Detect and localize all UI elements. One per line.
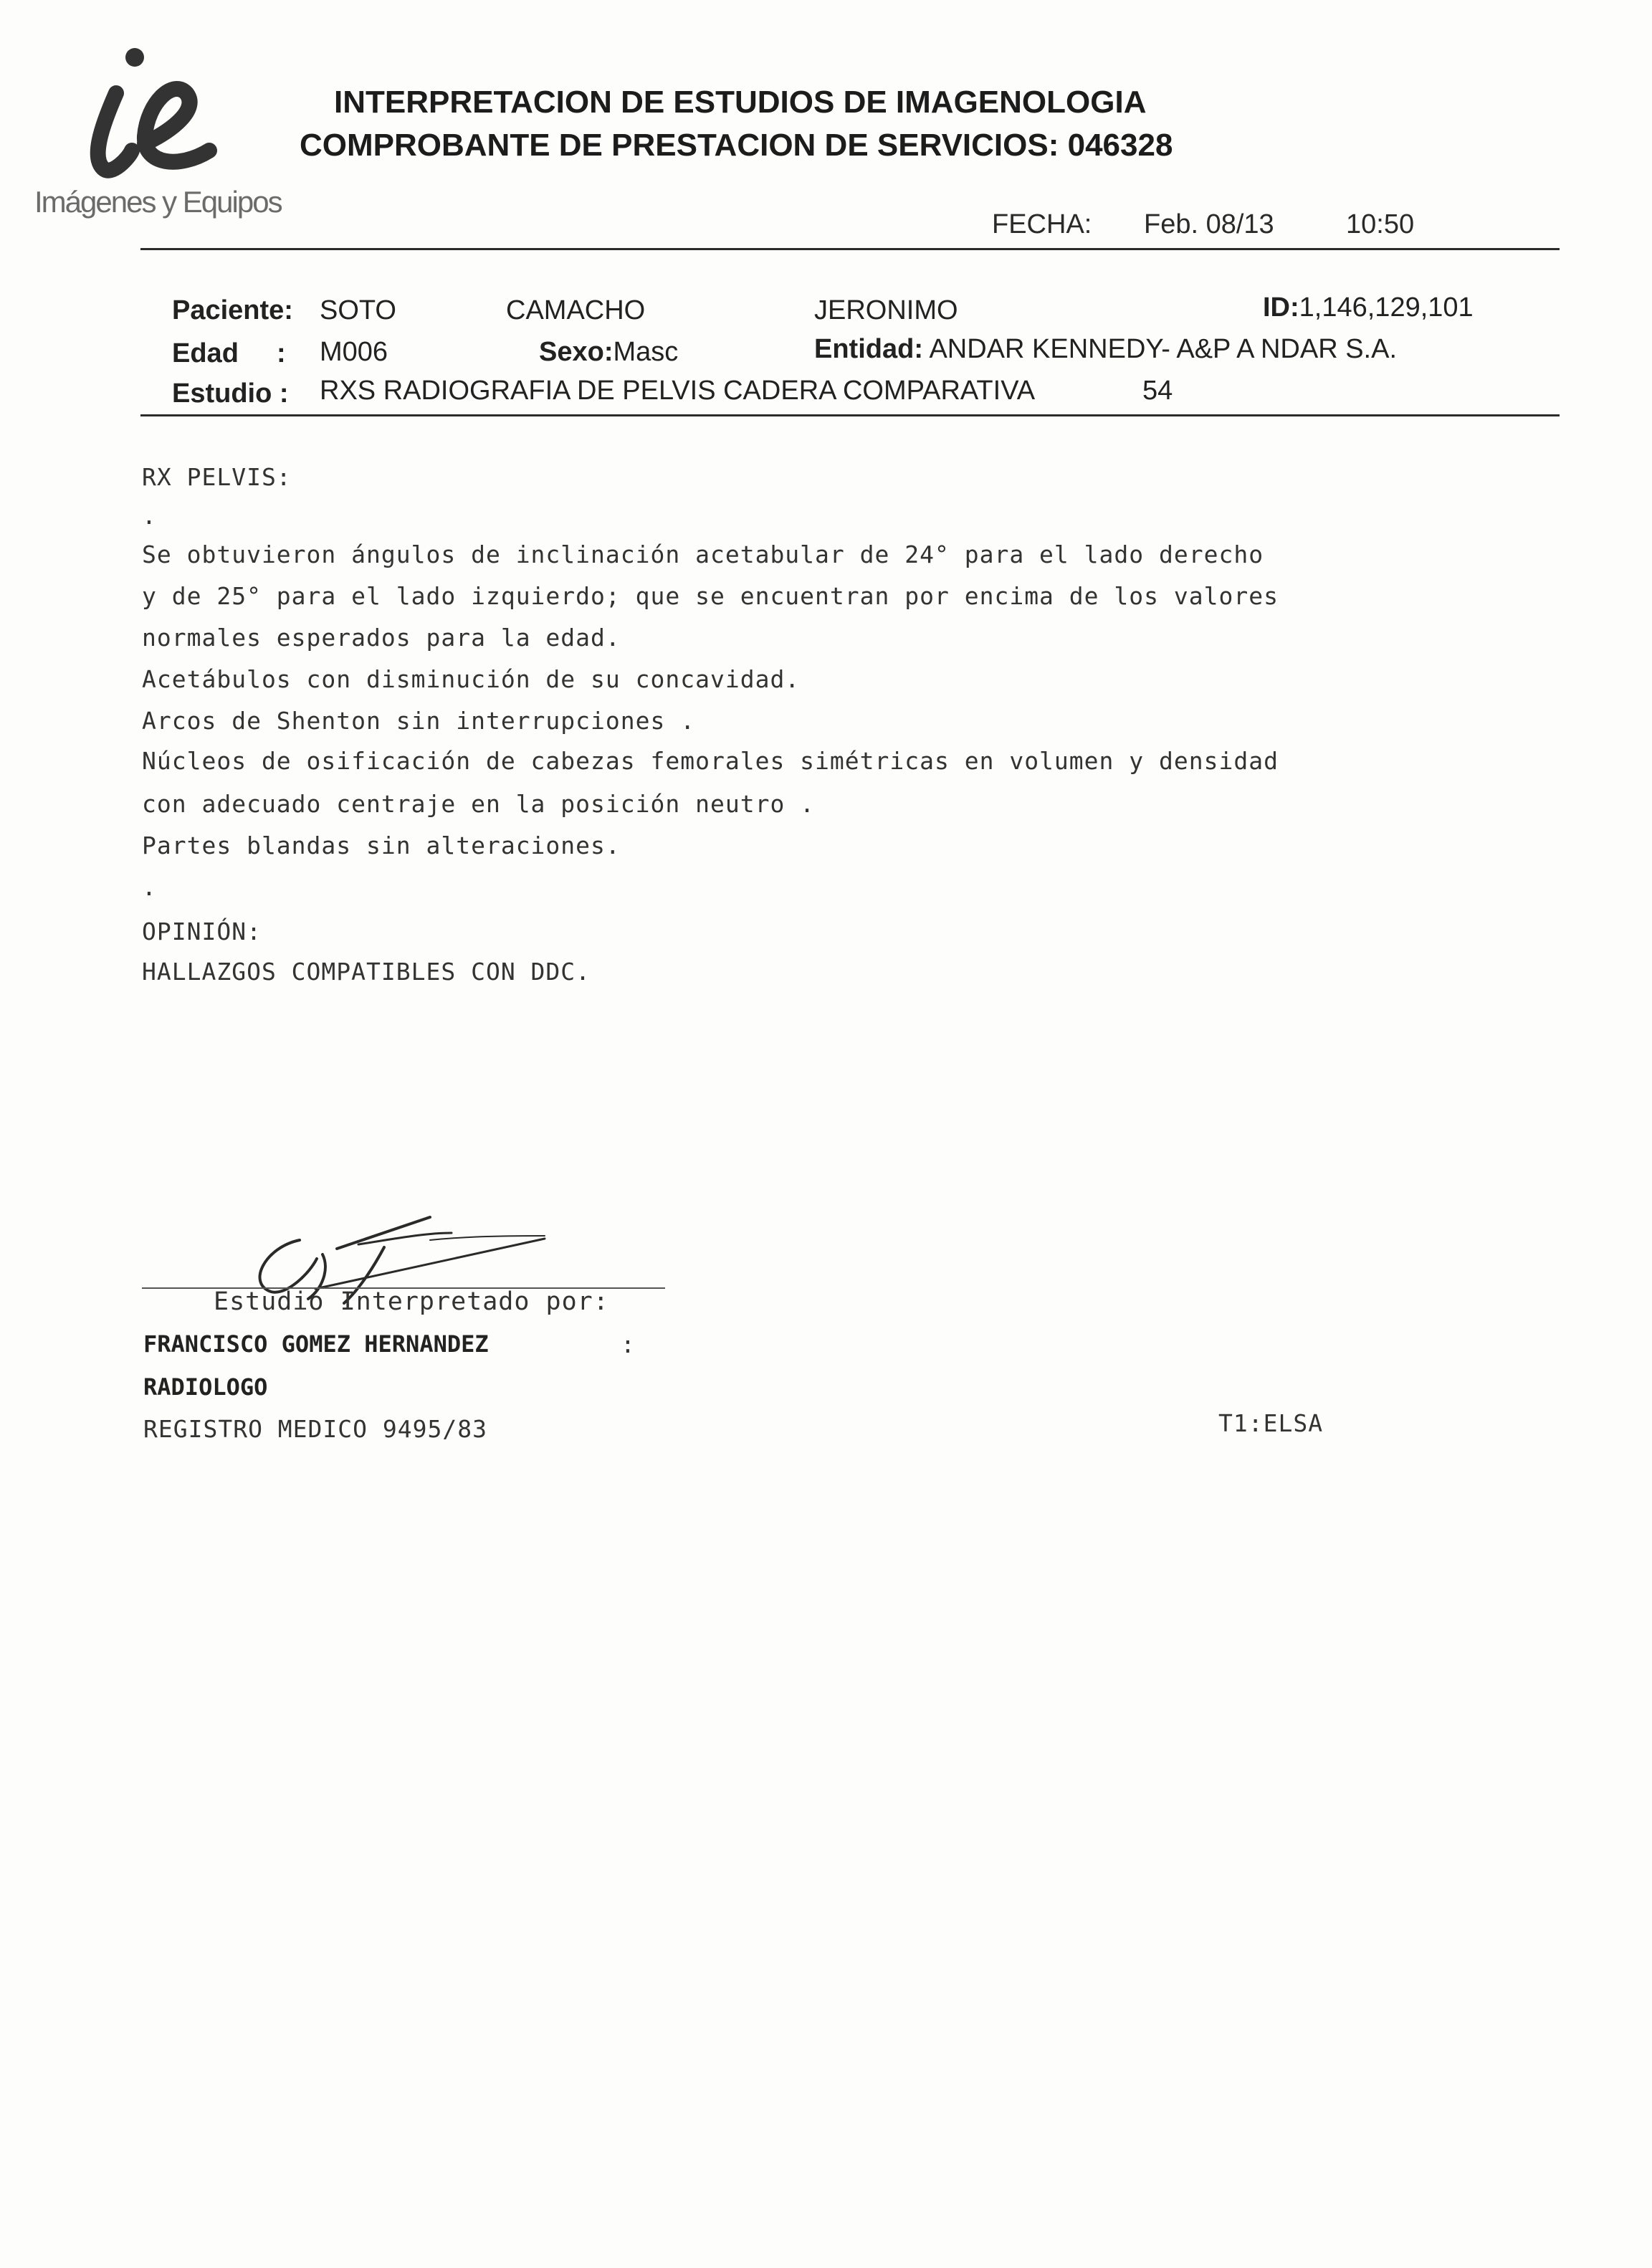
report-line: . bbox=[142, 873, 157, 901]
radiologist-name: FRANCISCO GOMEZ HERNANDEZ bbox=[143, 1330, 489, 1358]
entidad: Entidad: ANDAR KENNEDY- A&P A NDAR S.A. bbox=[814, 334, 1398, 364]
radiologist-name-sep: : bbox=[621, 1330, 636, 1358]
paciente-id: ID:1,146,129,101 bbox=[1263, 292, 1474, 323]
company-logo-text: Imágenes y Equipos bbox=[34, 185, 282, 219]
edad-label: Edad bbox=[172, 338, 239, 368]
patient-divider bbox=[140, 414, 1560, 416]
fecha-label: FECHA: bbox=[992, 209, 1092, 239]
report-line: con adecuado centraje en la posición neutro . bbox=[142, 790, 816, 818]
report-line: Se obtuvieron ángulos de inclinación acetabular de 24° para el lado derecho bbox=[142, 540, 1264, 568]
document-subtitle: COMPROBANTE DE PRESTACION DE SERVICIOS: 046328 bbox=[300, 128, 1173, 163]
estudio-value: RXS RADIOGRAFIA DE PELVIS CADERA COMPARATIVA bbox=[320, 376, 1036, 406]
paciente-label: Paciente: bbox=[172, 295, 293, 325]
company-logo bbox=[79, 43, 222, 179]
typist-code: T1:ELSA bbox=[1218, 1409, 1324, 1437]
report-line: . bbox=[142, 502, 157, 530]
paciente-nombre: JERONIMO bbox=[814, 295, 958, 325]
report-line: y de 25° para el lado izquierdo; que se encuentran por encima de los valores bbox=[142, 582, 1279, 610]
opinion-text: HALLAZGOS COMPATIBLES CON DDC. bbox=[142, 958, 591, 986]
report-line: Partes blandas sin alteraciones. bbox=[142, 832, 621, 859]
report-line: normales esperados para la edad. bbox=[142, 624, 621, 652]
report-line: Arcos de Shenton sin interrupciones . bbox=[142, 707, 696, 735]
report-line: Núcleos de osificación de cabezas femorales simétricas en volumen y densidad bbox=[142, 747, 1279, 775]
estudio-label: Estudio : bbox=[172, 378, 289, 409]
sexo: Sexo:Masc bbox=[539, 337, 679, 367]
fecha-value: Feb. 08/13 bbox=[1144, 209, 1274, 239]
report-line: Acetábulos con disminución de su concavidad. bbox=[142, 665, 801, 693]
estudio-code: 54 bbox=[1142, 376, 1173, 406]
report-line: RX PELVIS: bbox=[142, 463, 292, 491]
medical-registry: REGISTRO MEDICO 9495/83 bbox=[143, 1415, 487, 1443]
document-title: INTERPRETACION DE ESTUDIOS DE IMAGENOLOGIA bbox=[334, 85, 1147, 120]
header-divider bbox=[140, 248, 1560, 250]
edad-value: M006 bbox=[320, 337, 388, 367]
hora-value: 10:50 bbox=[1346, 209, 1415, 239]
edad-sep: : bbox=[277, 338, 286, 368]
signature-caption: Estudio Interpretado por: bbox=[214, 1287, 609, 1316]
paciente-apellido2: CAMACHO bbox=[506, 295, 646, 325]
paciente-apellido1: SOTO bbox=[320, 295, 396, 325]
opinion-heading: OPINIÓN: bbox=[142, 918, 262, 945]
radiologist-title: RADIOLOGO bbox=[143, 1373, 268, 1401]
